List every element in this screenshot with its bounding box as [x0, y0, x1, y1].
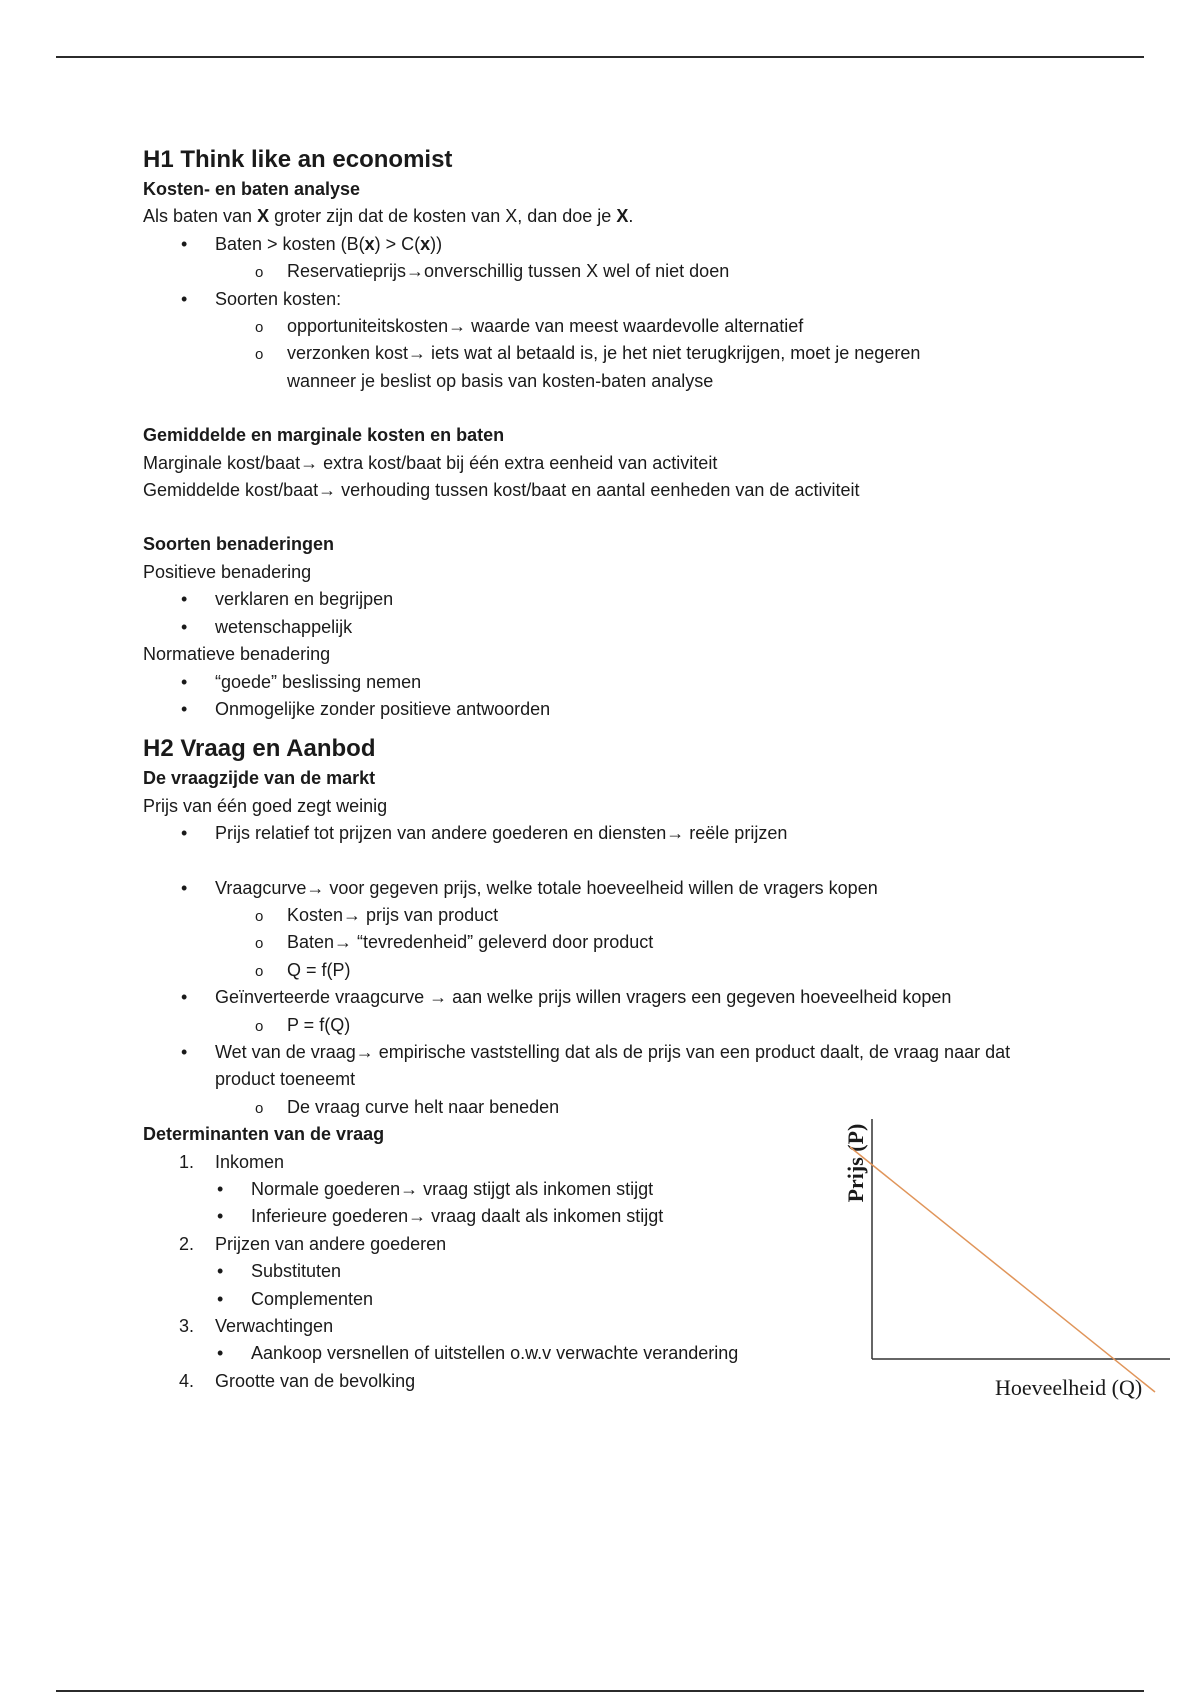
section-gemiddelde-marginale-heading: Gemiddelde en marginale kosten en baten	[143, 425, 505, 446]
list-item: • Wet van de vraag→ empirische vaststelling dat als de prijs van een product daalt, de vraag naar dat product toeneemt o De vraag curve helt naar beneden	[143, 1039, 1103, 1121]
list-item: • Normale goederen→ vraag stijgt als inkomen stijgt	[215, 1176, 1103, 1203]
list-item: o Kosten→ prijs van product	[143, 902, 1103, 929]
section-kosten-baten-heading: Kosten- en baten analyse	[143, 179, 361, 199]
list-item: • Prijs relatief tot prijzen van andere goederen en diensten→ reële prijzen	[143, 820, 1103, 847]
list-item: • “goede” beslissing nemen	[143, 669, 1103, 696]
chapter-2-title: H2 Vraag en Aanbod	[143, 735, 376, 763]
positieve-benadering-label: Positieve benadering	[143, 561, 312, 582]
list-item: • wetenschappelijk	[143, 614, 1103, 641]
list-item: o P = f(Q)	[143, 1012, 1103, 1039]
kosten-baten-intro: Als baten van X groter zijn dat de kosten van X, dan doe je X.	[143, 206, 634, 227]
list-item: 4. Grootte van de bevolking	[179, 1370, 416, 1391]
list-item: • Soorten kosten: o opportuniteitskosten→ waarde van meest waardevolle alternatief o verzonken kost→ iets wat al betaald is, je het niet terugkrijgen, moet je negeren wanneer je beslist op basis van kosten-baten analyse	[143, 286, 1103, 396]
section-vraagzijde-heading: De vraagzijde van de markt	[143, 768, 376, 789]
list-item: • Inferieure goederen→ vraag daalt als inkomen stijgt	[215, 1203, 1103, 1230]
list-item: o Q = f(P)	[143, 957, 1103, 984]
footer-rule	[56, 1690, 1144, 1692]
list-item: • Complementen	[215, 1286, 1103, 1313]
list-item: 2. Prijzen van andere goederen • Substituten • Complementen	[143, 1231, 1103, 1313]
list-item: • Geïnverteerde vraagcurve → aan welke prijs willen vragers een gegeven hoeveelheid kopen o P = f(Q)	[143, 984, 1103, 1039]
chart-x-axis-label: Hoeveelheid (Q)	[995, 1375, 1143, 1400]
list-item: o verzonken kost→ iets wat al betaald is, je het niet terugkrijgen, moet je negeren wanneer je beslist op basis van kosten-baten analyse	[143, 340, 1103, 395]
chart-y-axis-label: Prijs (P)	[843, 1123, 868, 1203]
list-item: o De vraag curve helt naar beneden	[143, 1094, 1043, 1121]
list-item: o Reservatieprijs→onverschillig tussen X wel of niet doen	[143, 258, 1103, 285]
normatieve-list	[143, 669, 1103, 724]
section-determinanten-heading: Determinanten van de vraag	[143, 1124, 385, 1145]
list-item: • Substituten	[215, 1258, 1103, 1285]
vraagzijde-list	[143, 820, 1103, 1121]
positieve-list	[143, 586, 1103, 641]
list-item: • verklaren en begrijpen	[143, 586, 1103, 613]
kosten-baten-list	[143, 231, 1103, 395]
demand-curve-line	[850, 1147, 1155, 1392]
demand-curve-svg	[820, 1117, 1170, 1417]
gemiddelde-line: Gemiddelde kost/baat→ verhouding tussen kost/baat en aantal eenheden van de activiteit	[143, 480, 860, 501]
list-item: • Aankoop versnellen of uitstellen o.w.v verwachte verandering	[215, 1340, 1103, 1367]
list-item: 3. Verwachtingen • Aankoop versnellen of uitstellen o.w.v verwachte verandering	[143, 1313, 1103, 1368]
section-benaderingen-heading: Soorten benaderingen	[143, 534, 335, 555]
demand-curve-chart	[820, 1117, 1170, 1417]
vraagzijde-intro: Prijs van één goed zegt weinig	[143, 795, 388, 816]
normatieve-benadering-label: Normatieve benadering	[143, 644, 331, 665]
list-item: 1. Inkomen • Normale goederen→ vraag stijgt als inkomen stijgt • Inferieure goederen→ vraag daalt als inkomen stijgt	[143, 1149, 1103, 1231]
marginale-line: Marginale kost/baat→ extra kost/baat bij één extra eenheid van activiteit	[143, 452, 718, 473]
list-item: o opportuniteitskosten→ waarde van meest waardevolle alternatief	[143, 313, 1103, 340]
list-item: • Baten > kosten (B(x) > C(x)) o Reservatieprijs→onverschillig tussen X wel of niet doen	[143, 231, 1103, 286]
list-item: o Baten→ “tevredenheid” geleverd door product	[143, 929, 1103, 956]
chapter-1-title: H1 Think like an economist	[143, 146, 453, 173]
list-item: • Onmogelijke zonder positieve antwoorden	[143, 696, 1103, 723]
list-item: • Vraagcurve→ voor gegeven prijs, welke totale hoeveelheid willen de vragers kopen o Kosten→ prijs van product o Baten→ “tevredenheid” geleverd door product o Q = f(P)	[143, 875, 1103, 985]
header-rule	[56, 56, 1144, 58]
